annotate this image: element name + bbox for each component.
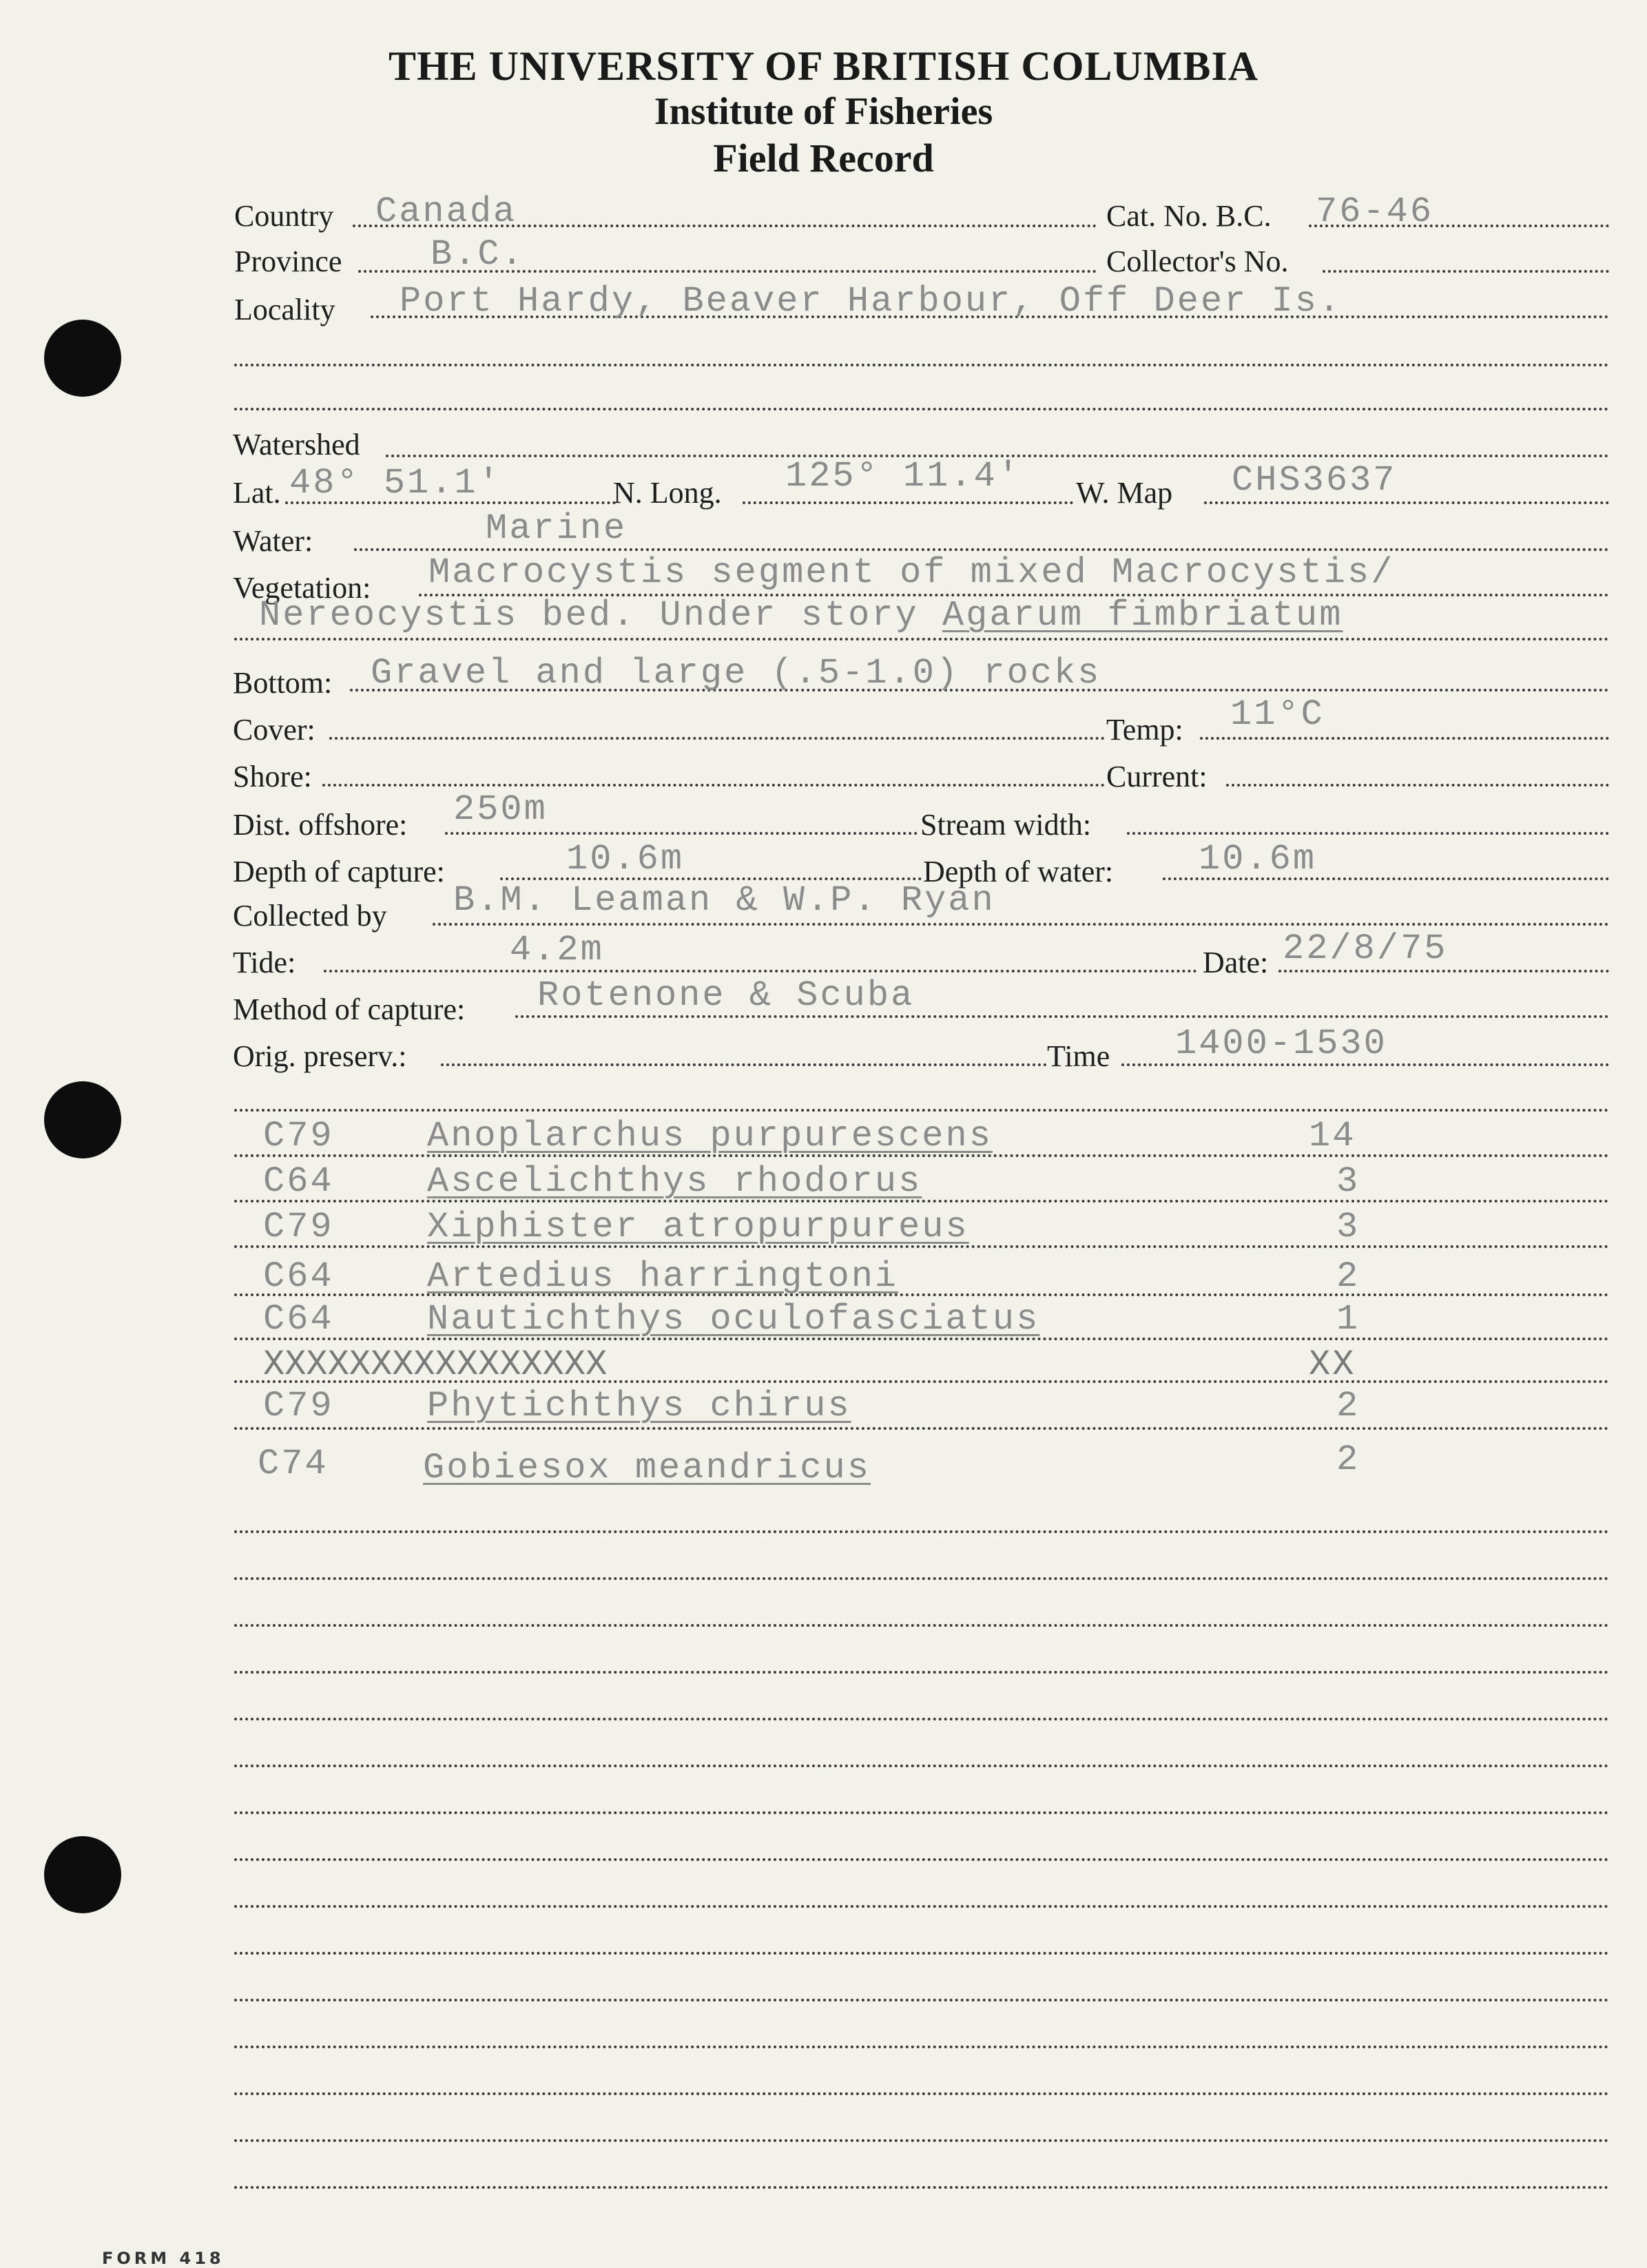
long-label: N. Long.	[613, 476, 722, 510]
form-number: FORM 418	[102, 2249, 225, 2268]
time-label: Time	[1047, 1039, 1110, 1073]
species-count: 2	[1336, 1439, 1360, 1480]
species-count: 2	[1336, 1386, 1360, 1426]
dist-offshore-label: Dist. offshore:	[233, 808, 408, 842]
species-name: Nautichthys oculofasciatus	[427, 1299, 1040, 1340]
blank-rule	[234, 1671, 1609, 1674]
vegetation-taxon: Agarum fimbriatum	[942, 595, 1343, 636]
tide-line	[324, 970, 1197, 972]
binder-hole-middle	[44, 1081, 121, 1158]
species-row-line	[234, 1293, 1609, 1296]
blank-rule	[234, 1530, 1609, 1533]
binder-hole-bottom	[44, 1836, 121, 1913]
institute-title: Institute of Fisheries	[654, 90, 993, 133]
long-value: 125° 11.4'	[785, 456, 1022, 497]
depth-capture-value: 10.6m	[566, 839, 685, 880]
province-label: Province	[234, 245, 342, 278]
stream-width-line	[1127, 832, 1609, 835]
province-value: B.C.	[431, 234, 525, 275]
collectors-no-line	[1323, 270, 1609, 273]
species-name: Ascelichthys rhodorus	[427, 1161, 922, 1202]
collected-by-value: B.M. Leaman & W.P. Ryan	[453, 880, 995, 921]
date-label: Date:	[1203, 946, 1269, 979]
stream-width-label: Stream width:	[920, 808, 1092, 842]
cover-label: Cover:	[233, 713, 315, 747]
species-name: Artedius harringtoni	[427, 1256, 899, 1297]
blank-rule	[234, 1765, 1609, 1767]
vegetation-label: Vegetation:	[233, 571, 371, 605]
blank-rule	[234, 1624, 1609, 1627]
species-count: 2	[1336, 1256, 1360, 1297]
species-row-line	[234, 1245, 1609, 1248]
species-name: Xiphister atropurpureus	[427, 1207, 969, 1247]
collected-by-line	[433, 923, 1609, 926]
shore-label: Shore:	[233, 760, 312, 793]
species-name: Gobiesox meandricus	[423, 1448, 871, 1488]
binder-hole-top	[44, 320, 121, 397]
blank-rule	[234, 1858, 1609, 1861]
date-value: 22/8/75	[1283, 928, 1448, 969]
water-label: Water:	[233, 524, 313, 558]
temp-label: Temp:	[1106, 713, 1183, 747]
dist-offshore-line	[445, 832, 918, 835]
species-name: Phytichthys chirus	[427, 1386, 851, 1426]
collected-by-label: Collected by	[233, 899, 387, 933]
depth-water-label: Depth of water:	[923, 855, 1114, 888]
time-value: 1400-1530	[1175, 1023, 1387, 1064]
tide-label: Tide:	[233, 946, 296, 979]
dist-offshore-value: 250m	[453, 789, 548, 830]
water-value: Marine	[486, 508, 628, 549]
tide-value: 4.2m	[510, 930, 604, 970]
species-row-line	[234, 1427, 1609, 1430]
species-row-line	[234, 1338, 1609, 1340]
species-code: C79	[263, 1116, 334, 1156]
vegetation-value-1: Macrocystis segment of mixed Macrocystis/	[428, 552, 1395, 593]
species-code: C64	[263, 1299, 334, 1340]
map-line	[1204, 501, 1609, 504]
university-title: THE UNIVERSITY OF BRITISH COLUMBIA	[388, 43, 1259, 89]
species-code: C79	[263, 1386, 334, 1426]
species-count: 1	[1336, 1299, 1360, 1340]
orig-preserv-line	[441, 1063, 1047, 1066]
cat-no-label: Cat. No. B.C.	[1106, 199, 1272, 233]
country-label: Country	[234, 199, 334, 233]
species-count: 3	[1336, 1161, 1360, 1202]
long-line	[743, 501, 1073, 504]
locality-label: Locality	[234, 293, 335, 326]
bottom-label: Bottom:	[233, 666, 333, 700]
blank-rule	[234, 1577, 1609, 1580]
depth-capture-label: Depth of capture:	[233, 855, 445, 888]
species-count: 3	[1336, 1207, 1360, 1247]
lat-value: 48° 51.1'	[289, 463, 501, 503]
blank-rule	[234, 2139, 1609, 2142]
method-label: Method of capture:	[233, 992, 466, 1026]
shore-line	[322, 784, 1105, 787]
blank-rule	[234, 1999, 1609, 2001]
blank-rule	[234, 2046, 1609, 2048]
species-rule-top	[234, 1109, 1609, 1112]
map-value: CHS3637	[1232, 460, 1397, 501]
blank-rule	[234, 1718, 1609, 1720]
species-row-line	[234, 1380, 1609, 1383]
species-name: Anoplarchus purpurescens	[427, 1116, 993, 1156]
cover-line	[329, 737, 1105, 740]
temp-value: 11°C	[1230, 694, 1325, 735]
species-code: C64	[263, 1256, 334, 1297]
temp-line	[1200, 737, 1609, 740]
method-value: Rotenone & Scuba	[537, 975, 915, 1016]
record-title: Field Record	[713, 136, 934, 180]
species-code: C74	[258, 1444, 329, 1484]
species-name-struck: XXXXXXXXXXXXXXXX	[263, 1344, 608, 1385]
collectors-no-label: Collector's No.	[1106, 245, 1289, 278]
lat-label: Lat.	[233, 476, 281, 510]
species-row-line	[234, 1154, 1609, 1157]
date-line	[1278, 970, 1609, 972]
current-line	[1226, 784, 1609, 787]
locality-value: Port Hardy, Beaver Harbour, Off Deer Is.	[400, 281, 1343, 322]
locality-line-2	[234, 364, 1609, 366]
orig-preserv-label: Orig. preserv.:	[233, 1039, 407, 1073]
depth-water-value: 10.6m	[1199, 839, 1317, 880]
country-value: Canada	[375, 191, 517, 232]
blank-rule	[234, 2092, 1609, 2095]
blank-rule	[234, 1905, 1609, 1908]
species-row-line	[234, 1200, 1609, 1203]
vegetation-line-2	[234, 638, 1609, 641]
bottom-value: Gravel and large (.5-1.0) rocks	[371, 653, 1101, 694]
blank-rule	[234, 1952, 1609, 1955]
species-code: C64	[263, 1161, 334, 1202]
species-count: 14	[1309, 1116, 1356, 1156]
blank-rule	[234, 2186, 1609, 2189]
vegetation-value-2: Nereocystis bed. Under story Agarum fimbriatum	[259, 595, 1343, 636]
species-code: C79	[263, 1207, 334, 1247]
current-label: Current:	[1106, 760, 1208, 793]
blank-rule	[234, 1811, 1609, 1814]
map-label: W. Map	[1076, 476, 1173, 510]
blank-line	[234, 408, 1609, 410]
cat-no-value: 76-46	[1316, 191, 1434, 232]
watershed-label: Watershed	[233, 428, 360, 461]
species-count-struck: XX	[1309, 1344, 1356, 1385]
